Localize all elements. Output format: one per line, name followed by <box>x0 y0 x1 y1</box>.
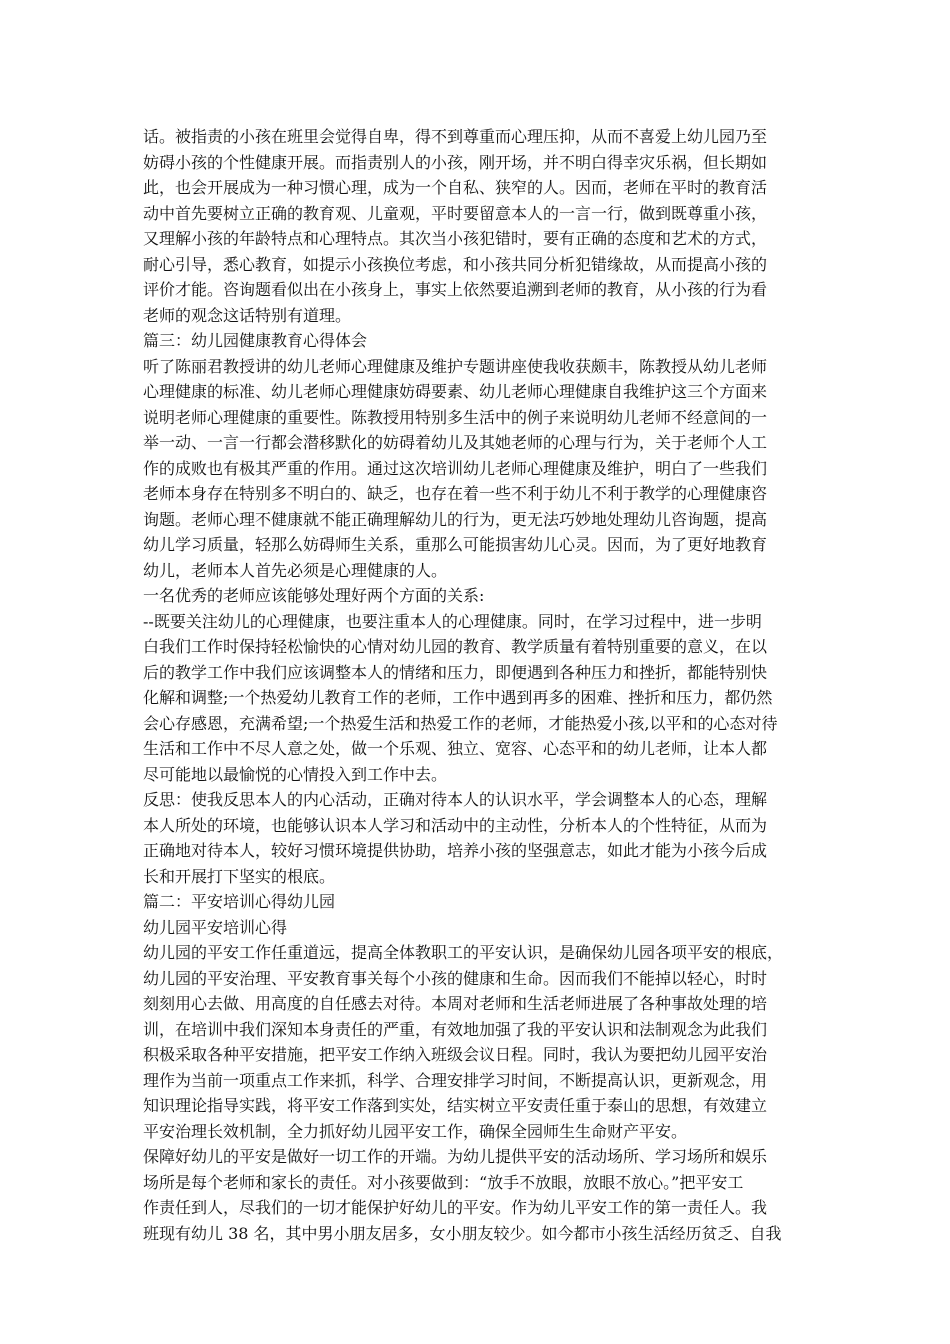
text-line: 后的教学工作中我们应该调整本人的情绪和压力，即便遇到各种压力和挫折，都能特别快 <box>143 662 768 682</box>
text-line: 刻刻用心去做、用高度的自任感去对待。本周对老师和生活老师进展了各种事故处理的培 <box>143 994 768 1013</box>
text-line: 篇二：平安培训心得幼儿园 <box>143 892 336 911</box>
text-line: 询题。老师心理不健康就不能正确理解幼儿的行为，更无法巧妙地处理幼儿咨询题，提高 <box>143 509 768 529</box>
document-body <box>143 124 811 1246</box>
text-line: 积极采取各种平安措施，把平安工作纳入班级会议日程。同时，我认为要把幼儿园平安治 <box>143 1045 768 1064</box>
text-line: 篇三：幼儿园健康教育心得体会 <box>143 331 368 350</box>
text-line: 平安治理长效机制，全力抓好幼儿园平安工作，确保全园师生生命财产平安。 <box>143 1121 688 1141</box>
text-line: 正确地对待本人，较好习惯环境提供协助，培养小孩的坚强意志，如此才能为小孩今后成 <box>143 841 768 860</box>
text-line: 动中首先要树立正确的教育观、儿童观，平时要留意本人的一言一行，做到既尊重小孩， <box>143 203 768 223</box>
text-line: 本人所处的环境，也能够认识本人学习和活动中的主动性，分析本人的个性特征，从而为 <box>143 815 768 835</box>
text-line: 尽可能地以最愉悦的心情投入到工作中去。 <box>143 764 448 784</box>
text-line: 幼儿园的平安治理、平安教育事关每个小孩的健康和生命。因而我们不能掉以轻心，时时 <box>143 968 768 988</box>
text-line: 说明老师心理健康的重要性。陈教授用特别多生活中的例子来说明幼儿老师不经意间的一 <box>143 407 768 427</box>
text-line: 会心存感恩，充满希望;一个热爱生活和热爱工作的老师，才能热爱小孩,以平和的心态对待 <box>143 713 778 733</box>
text-line: 此，也会开展成为一种习惯心理，成为一个自私、狭窄的人。因而，老师在平时的教育活 <box>143 178 768 197</box>
text-line: 幼儿学习质量，轻那么妨碍师生关系，重那么可能损害幼儿心灵。因而，为了更好地教育 <box>143 535 768 554</box>
text-line: 幼儿，老师本人首先必须是心理健康的人。 <box>143 560 448 580</box>
text-line: 保障好幼儿的平安是做好一切工作的开端。为幼儿提供平安的活动场所、学习场所和娱乐 <box>143 1147 768 1166</box>
text-line: 耐心引导，悉心教育，如提示小孩换位考虑，和小孩共同分析犯错缘故，从而提高小孩的 <box>143 254 768 274</box>
text-line: 心理健康的标准、幼儿老师心理健康妨碍要素、幼儿老师心理健康自我维护这三个方面来 <box>143 382 768 401</box>
text-line: 反思：使我反思本人的内心活动，正确对待本人的认识水平，学会调整本人的心态，理解 <box>143 790 768 809</box>
text-line: 幼儿园平安培训心得 <box>143 917 288 937</box>
text-line: 训，在培训中我们深知本身责任的严重，有效地加强了我的平安认识和法制观念为此我们 <box>143 1019 768 1039</box>
text-line: 理作为当前一项重点工作来抓，科学、合理安排学习时间，不断提高认识，更新观念，用 <box>143 1070 768 1090</box>
text-line: 幼儿园的平安工作任重道远，提高全体教职工的平安认识，是确保幼儿园各项平安的根底， <box>143 943 784 962</box>
text-line: 又理解小孩的年龄特点和心理特点。其次当小孩犯错时，要有正确的态度和艺术的方式， <box>143 229 768 248</box>
text-line: 一名优秀的老师应该能够处理好两个方面的关系: <box>143 586 485 605</box>
text-line: 班现有幼儿 38 名，其中男小朋友居多，女小朋友较少。如今都市小孩生活经历贫乏、自我 <box>143 1223 782 1243</box>
text-line: 作责任到人，尽我们的一切才能保护好幼儿的平安。作为幼儿平安工作的第一责任人。我 <box>143 1198 768 1217</box>
text-line: 知识理论指导实践，将平安工作落到实处，结实树立平安责任重于泰山的思想，有效建立 <box>143 1096 768 1115</box>
text-line: 妨碍小孩的个性健康开展。而指责别人的小孩，刚开场，并不明白得幸灾乐祸，但长期如 <box>143 152 768 172</box>
text-line: 长和开展打下坚实的根底。 <box>143 866 336 886</box>
text-line: 听了陈丽君教授讲的幼儿老师心理健康及维护专题讲座使我收获颇丰，陈教授从幼儿老师 <box>143 356 768 376</box>
text-line: 作的成败也有极其严重的作用。通过这次培训幼儿老师心理健康及维护，明白了一些我们 <box>143 458 768 478</box>
text-line: 场所是每个老师和家长的责任。对小孩要做到：“放手不放眼，放眼不放心。”把平安工 <box>143 1172 744 1192</box>
text-line: 老师本身存在特别多不明白的、缺乏，也存在着一些不利于幼儿不利于教学的心理健康咨 <box>143 484 768 503</box>
text-line: 话。被指责的小孩在班里会觉得自卑，得不到尊重而心理压抑，从而不喜爱上幼儿园乃至 <box>143 127 768 146</box>
text-line: 老师的观念这话特别有道理。 <box>143 305 352 325</box>
text-line: 生活和工作中不尽人意之处，做一个乐观、独立、宽容、心态平和的幼儿老师，让本人都 <box>143 739 768 758</box>
text-line: 化解和调整;一个热爱幼儿教育工作的老师，工作中遇到再多的困难、挫折和压力，都仍然 <box>143 688 773 707</box>
text-line: 举一动、一言一行都会潜移默化的妨碍着幼儿及其她老师的心理与行为，关于老师个人工 <box>143 433 768 452</box>
text-line: --既要关注幼儿的心理健康，也要注重本人的心理健康。同时，在学习过程中，进一步明 <box>143 611 762 631</box>
text-line: 评价才能。咨询题看似出在小孩身上，事实上依然要追溯到老师的教育，从小孩的行为看 <box>143 280 768 299</box>
text-line: 白我们工作时保持轻松愉快的心情对幼儿园的教育、教学质量有着特别重要的意义，在以 <box>143 637 768 656</box>
